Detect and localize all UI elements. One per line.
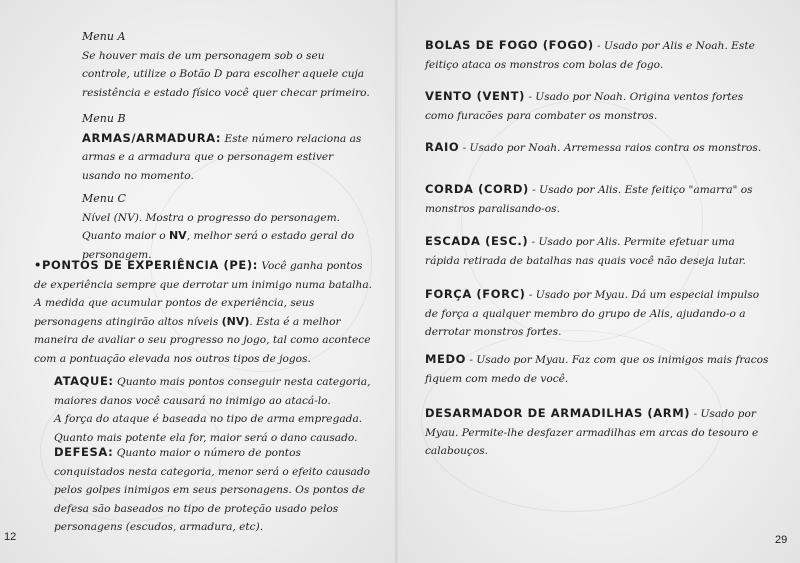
spell-entry: [425, 180, 770, 218]
spell-heading: RAIO: [425, 140, 460, 154]
menu-c-section: [82, 190, 374, 264]
nv-abbreviation: NV: [168, 229, 187, 242]
spell-heading: CORDA (CORD): [425, 182, 529, 196]
defesa-section: [54, 443, 374, 537]
menu-a-section: [82, 28, 374, 102]
nv-abbreviation: (NV): [221, 314, 250, 328]
spell-text: - Usado por Myau. Permite-lhe desfazer armadilhas em arcas do tesouro e calabouços.: [425, 408, 759, 457]
armas-armadura-heading: ARMAS/ARMADURA:: [82, 130, 222, 145]
spell-heading: DESARMADOR DE ARMADILHAS (ARM): [425, 406, 691, 420]
spell-heading: BOLAS DE FOGO (FOGO): [425, 38, 594, 52]
menu-b-text: Este número relaciona as armas e a armadura que o personagem estiver usando no momento.: [82, 132, 362, 182]
spell-entry: [425, 350, 770, 388]
spell-entry: [425, 232, 770, 270]
spell-entry: [425, 36, 770, 74]
spell-entry: [425, 404, 770, 461]
menu-b-section: [82, 110, 374, 185]
pe-text-end: . Esta é a melhor maneira de avaliar o seu progresso no jogo, tal como acontece com a pontuação elevada nos outros tipos de jogos.: [34, 315, 371, 365]
spell-heading: MEDO: [425, 352, 467, 366]
spell-text: - Usado por Noah. Arremessa raios contra os monstros.: [459, 142, 762, 154]
right-page: [401, 0, 800, 563]
spell-text: - Usado por Noah. Origina ventos fortes como furacões para combater os monstros.: [425, 91, 744, 122]
spell-heading: ESCADA (ESC.): [425, 234, 529, 248]
page-number: 12: [4, 531, 17, 543]
defesa-text: Quanto maior o número de pontos conquistados nesta categoria, menor será o efeito causado pelos golpes inimigos em seus personagens. Os pontos de defesa são baseados no tipo de proteção usado pelos personagens (escudos, armadura, etc).: [54, 447, 370, 533]
pontos-experiencia-heading: •PONTOS DE EXPERIÊNCIA (PE):: [34, 258, 258, 272]
pontos-experiencia-section: [34, 256, 374, 368]
menu-b-label: Menu B: [82, 112, 126, 125]
spell-text: - Usado por Alis e Noah. Este feitiço ataca os monstros com bolas de fogo.: [425, 40, 755, 71]
spell-text: - Usado por Myau. Faz com que os inimigos mais fracos fiquem com medo de você.: [425, 354, 769, 385]
defesa-heading: DEFESA:: [54, 445, 114, 459]
ataque-heading: ATAQUE:: [54, 374, 114, 388]
spell-text: - Usado por Alis. Permite efetuar uma rápida retirada de batalhas nas quais você não deseja lutar.: [425, 236, 746, 267]
spell-entry: [425, 285, 770, 342]
ataque-text: Quanto mais pontos conseguir nesta categoria, maiores danos você causará no inimigo ao atacá-lo.: [54, 376, 371, 407]
page-number: 29: [775, 534, 788, 546]
spell-entry: [425, 138, 770, 158]
menu-a-text: Se houver mais de um personagem sob o seu controle, utilize o Botão D para escolher aquele cuja resistência e estado físico você quer checar primeiro.: [82, 49, 370, 99]
left-page: [0, 0, 399, 563]
menu-a-label: Menu A: [82, 30, 126, 43]
ataque-section: [54, 372, 374, 447]
spell-text: - Usado por Alis. Este feitiço "amarra" os monstros paralisando-os.: [425, 184, 753, 215]
pe-text: Você ganha pontos de experiência sempre que derrotar um inimigo numa batalha. A medida que acumular pontos de experiência, seus personagens atingirão altos níveis: [34, 260, 373, 328]
menu-c-text-end: , melhor será o estado geral do personagem.: [82, 230, 355, 261]
spell-heading: VENTO (VENT): [425, 89, 525, 103]
spell-heading: FORÇA (FORC): [425, 287, 526, 301]
ataque-text-2: A força do ataque é baseada no tipo de arma empregada. Quanto mais potente ela for, maior será o dano causado.: [54, 413, 363, 444]
spell-text: - Usado por Myau. Dá um especial impulso de força a qualquer membro do grupo de Alis, ajudando-o a derrotar monstros fortes.: [425, 289, 760, 338]
menu-c-label: Menu C: [82, 192, 126, 205]
spell-entry: [425, 87, 770, 125]
menu-c-text: Nível (NV). Mostra o progresso do personagem. Quanto maior o: [82, 211, 341, 242]
